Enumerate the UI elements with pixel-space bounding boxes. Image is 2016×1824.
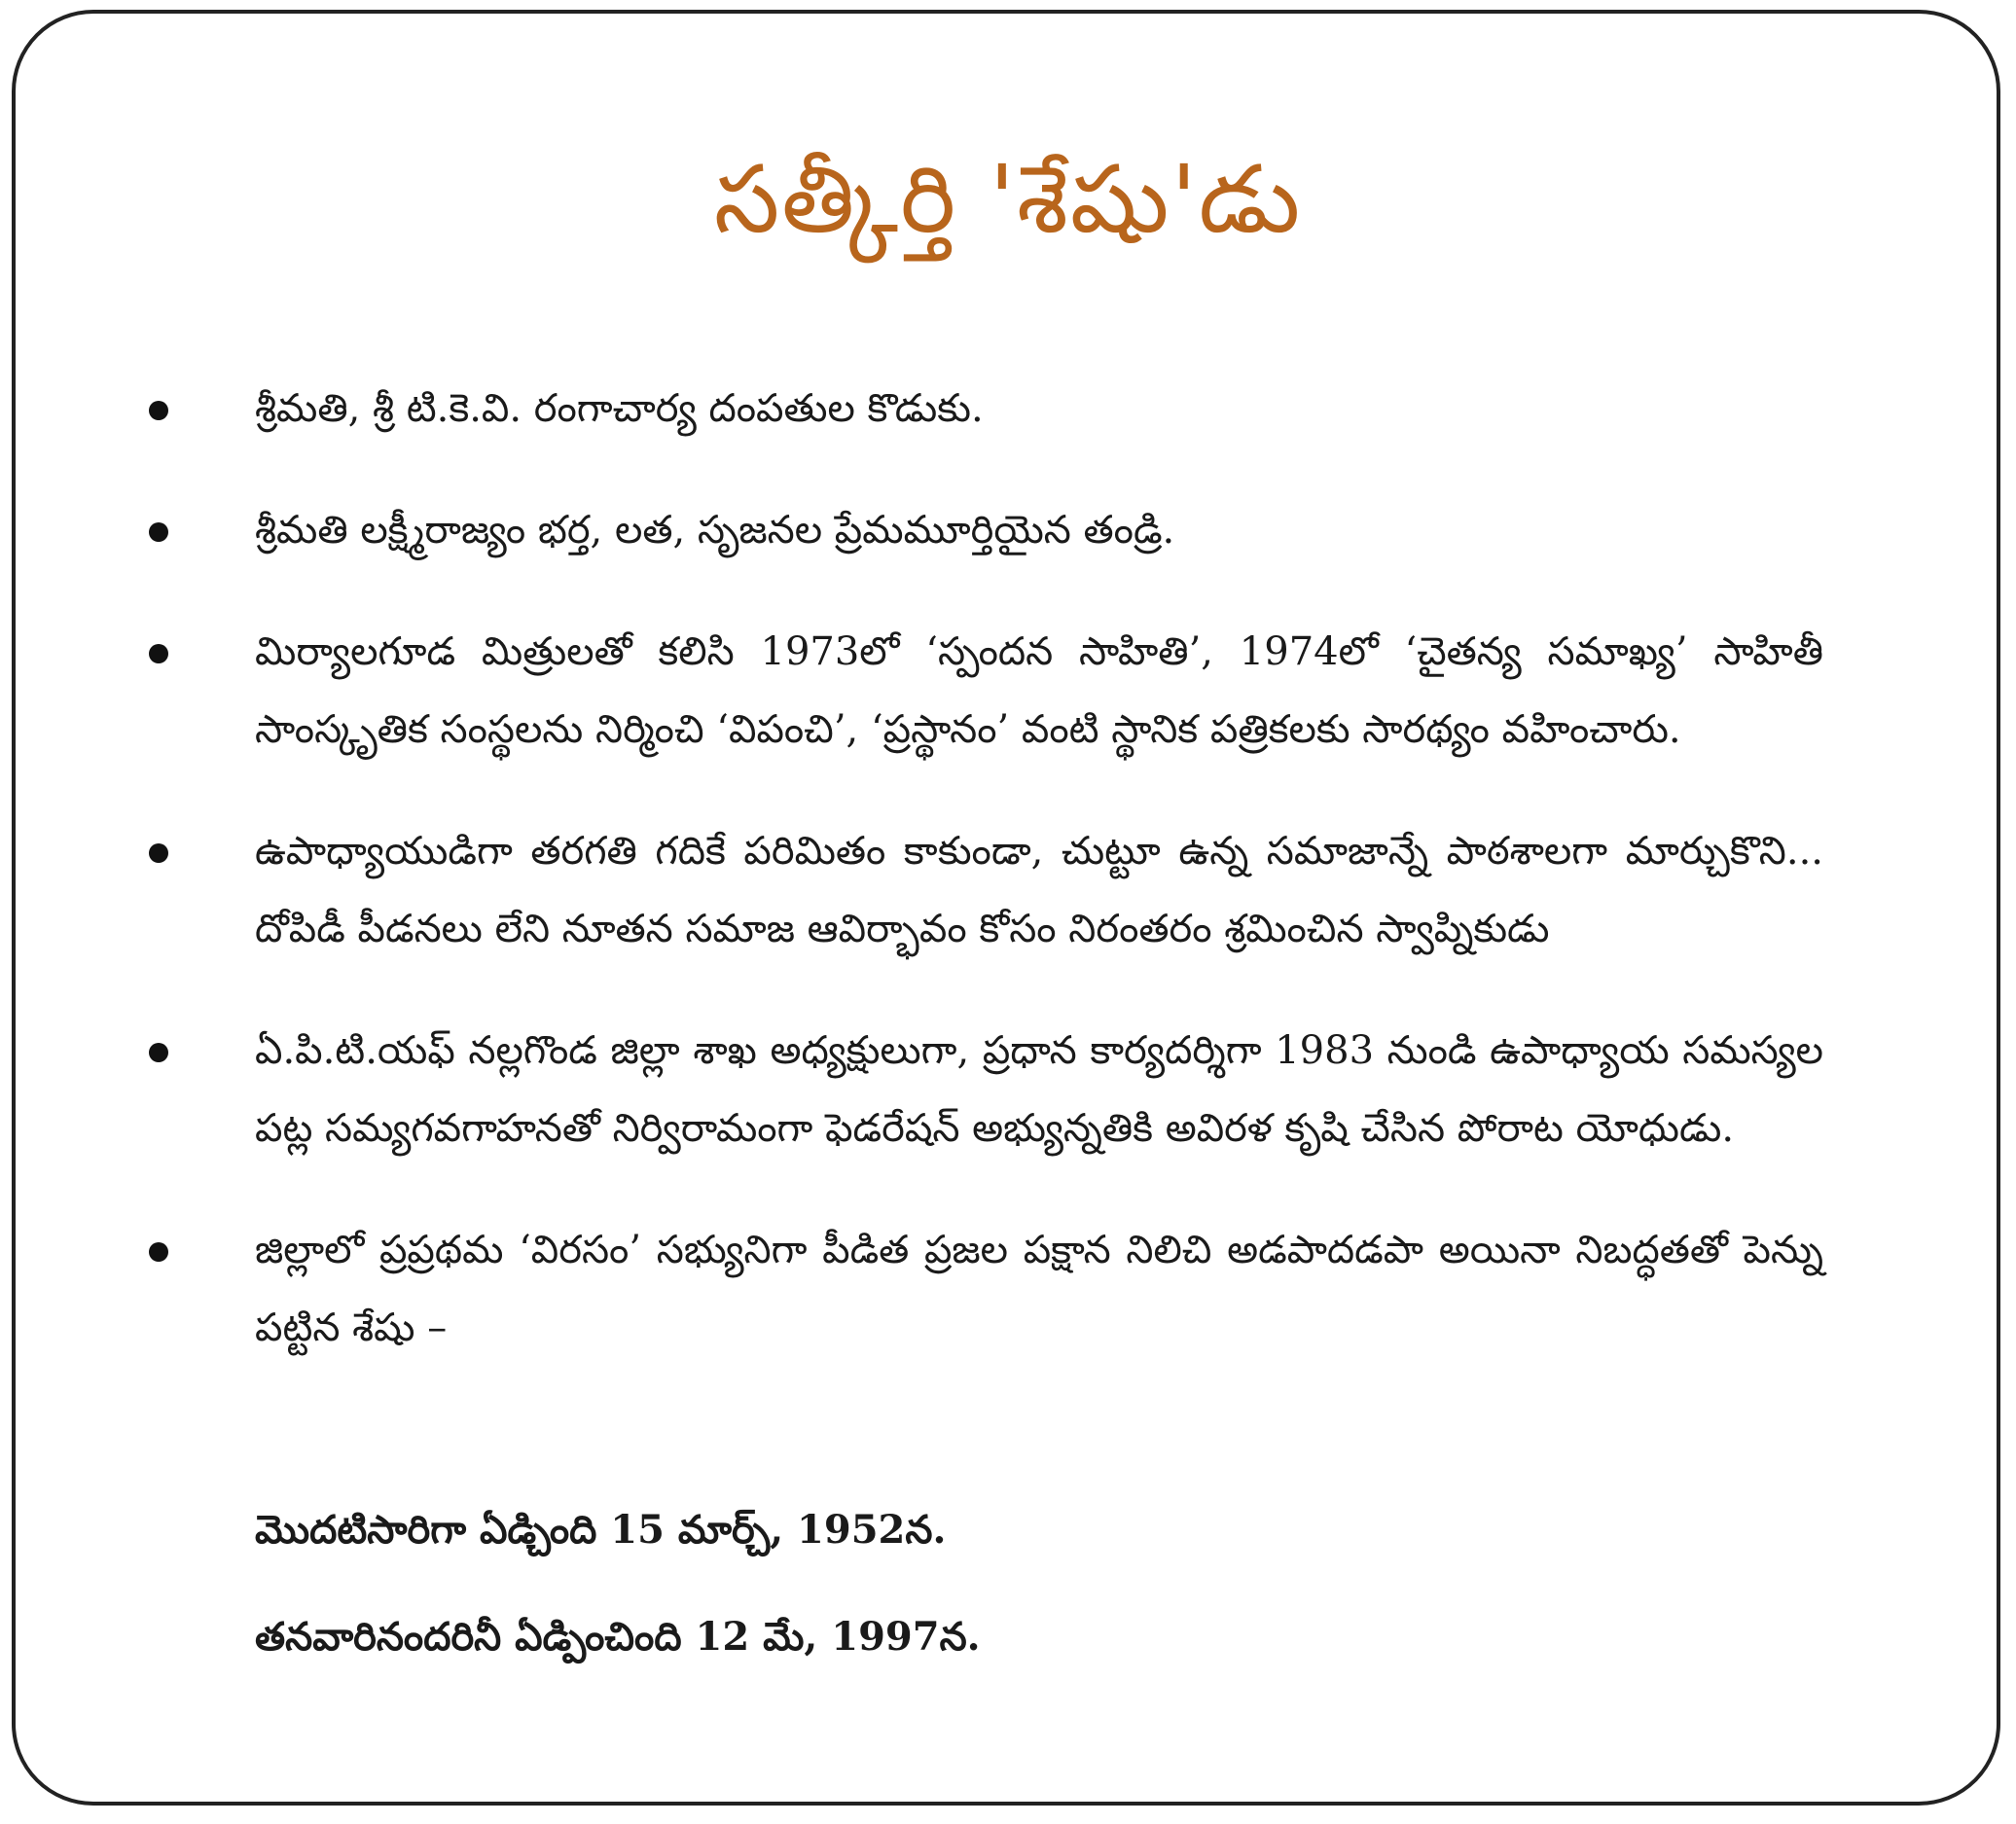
- bullet-text: శ్రీమతి లక్ష్మీరాజ్యం భర్త, లత, సృజనల ప్రేమమూర్తియైన తండ్రి.: [255, 508, 1175, 553]
- bullet-text: శ్రీమతి, శ్రీ టి.కె.వి. రంగాచార్య దంపతుల కొడుకు.: [255, 386, 984, 431]
- bullet-text: జిల్లాలో ప్రప్రథమ ‘విరసం’ సభ్యునిగా పీడిత ప్రజల పక్షాన నిలిచి అడపాదడపా అయినా నిబద్ధతతో పెన్ను పట్టిన శేషు –: [255, 1228, 1823, 1350]
- footer-dates: [255, 1503, 1823, 1717]
- death-date-line: తనవారినందరినీ ఏడ్పించింది 12 మే, 1997న.: [255, 1614, 981, 1660]
- bullet-icon: [149, 843, 168, 863]
- page-title: సత్కీర్తి 'శేషు'డు: [713, 145, 1303, 254]
- list-item: [0, 1012, 2016, 1167]
- list-item: [0, 370, 2016, 447]
- list-item: [0, 1211, 2016, 1367]
- birth-date-line: మొదటిసారిగా ఏడ్చింది 15 మార్చ్, 1952న.: [255, 1507, 947, 1553]
- bullet-text: ఏ.పి.టి.యఫ్ నల్లగొండ జిల్లా శాఖ అధ్యక్షులుగా, ప్రధాన కార్యదర్శిగా 1983 నుండి ఉపాధ్యాయ సమస్యల పట్ల సమ్యగవగాహనతో నిర్విరామంగా ఫెడరేషన్ అభ్యున్నతికి అవిరళ కృషి చేసిన పోరాట యోధుడు.: [255, 1028, 1823, 1151]
- bullet-text: ఉపాధ్యాయుడిగా తరగతి గదికే పరిమితం కాకుండా, చుట్టూ ఉన్న సమాజాన్నే పాఠశాలగా మార్చుకొని... దోపిడీ పీడనలు లేని నూతన సమాజ ఆవిర్భావం కోసం నిరంతరం శ్రమించిన స్వాప్నికుడు: [255, 829, 1823, 951]
- bullet-icon: [149, 522, 168, 542]
- bullet-icon: [149, 1043, 168, 1062]
- bullet-icon: [149, 401, 168, 420]
- bullet-text: మిర్యాలగూడ మిత్రులతో కలిసి 1973లో ‘స్పందన సాహితి’, 1974లో ‘చైతన్య సమాఖ్య’ సాహితీ సాంస్కృతిక సంస్థలను నిర్మించి ‘విపంచి’, ‘ప్రస్థానం’ వంటి స్థానిక పత్రికలకు సారథ్యం వహించారు.: [255, 629, 1823, 752]
- list-item: [0, 812, 2016, 968]
- list-item: [0, 613, 2016, 769]
- bullet-icon: [149, 1242, 168, 1262]
- bullet-list: [0, 370, 2016, 1411]
- list-item: [0, 491, 2016, 569]
- bullet-icon: [149, 644, 168, 663]
